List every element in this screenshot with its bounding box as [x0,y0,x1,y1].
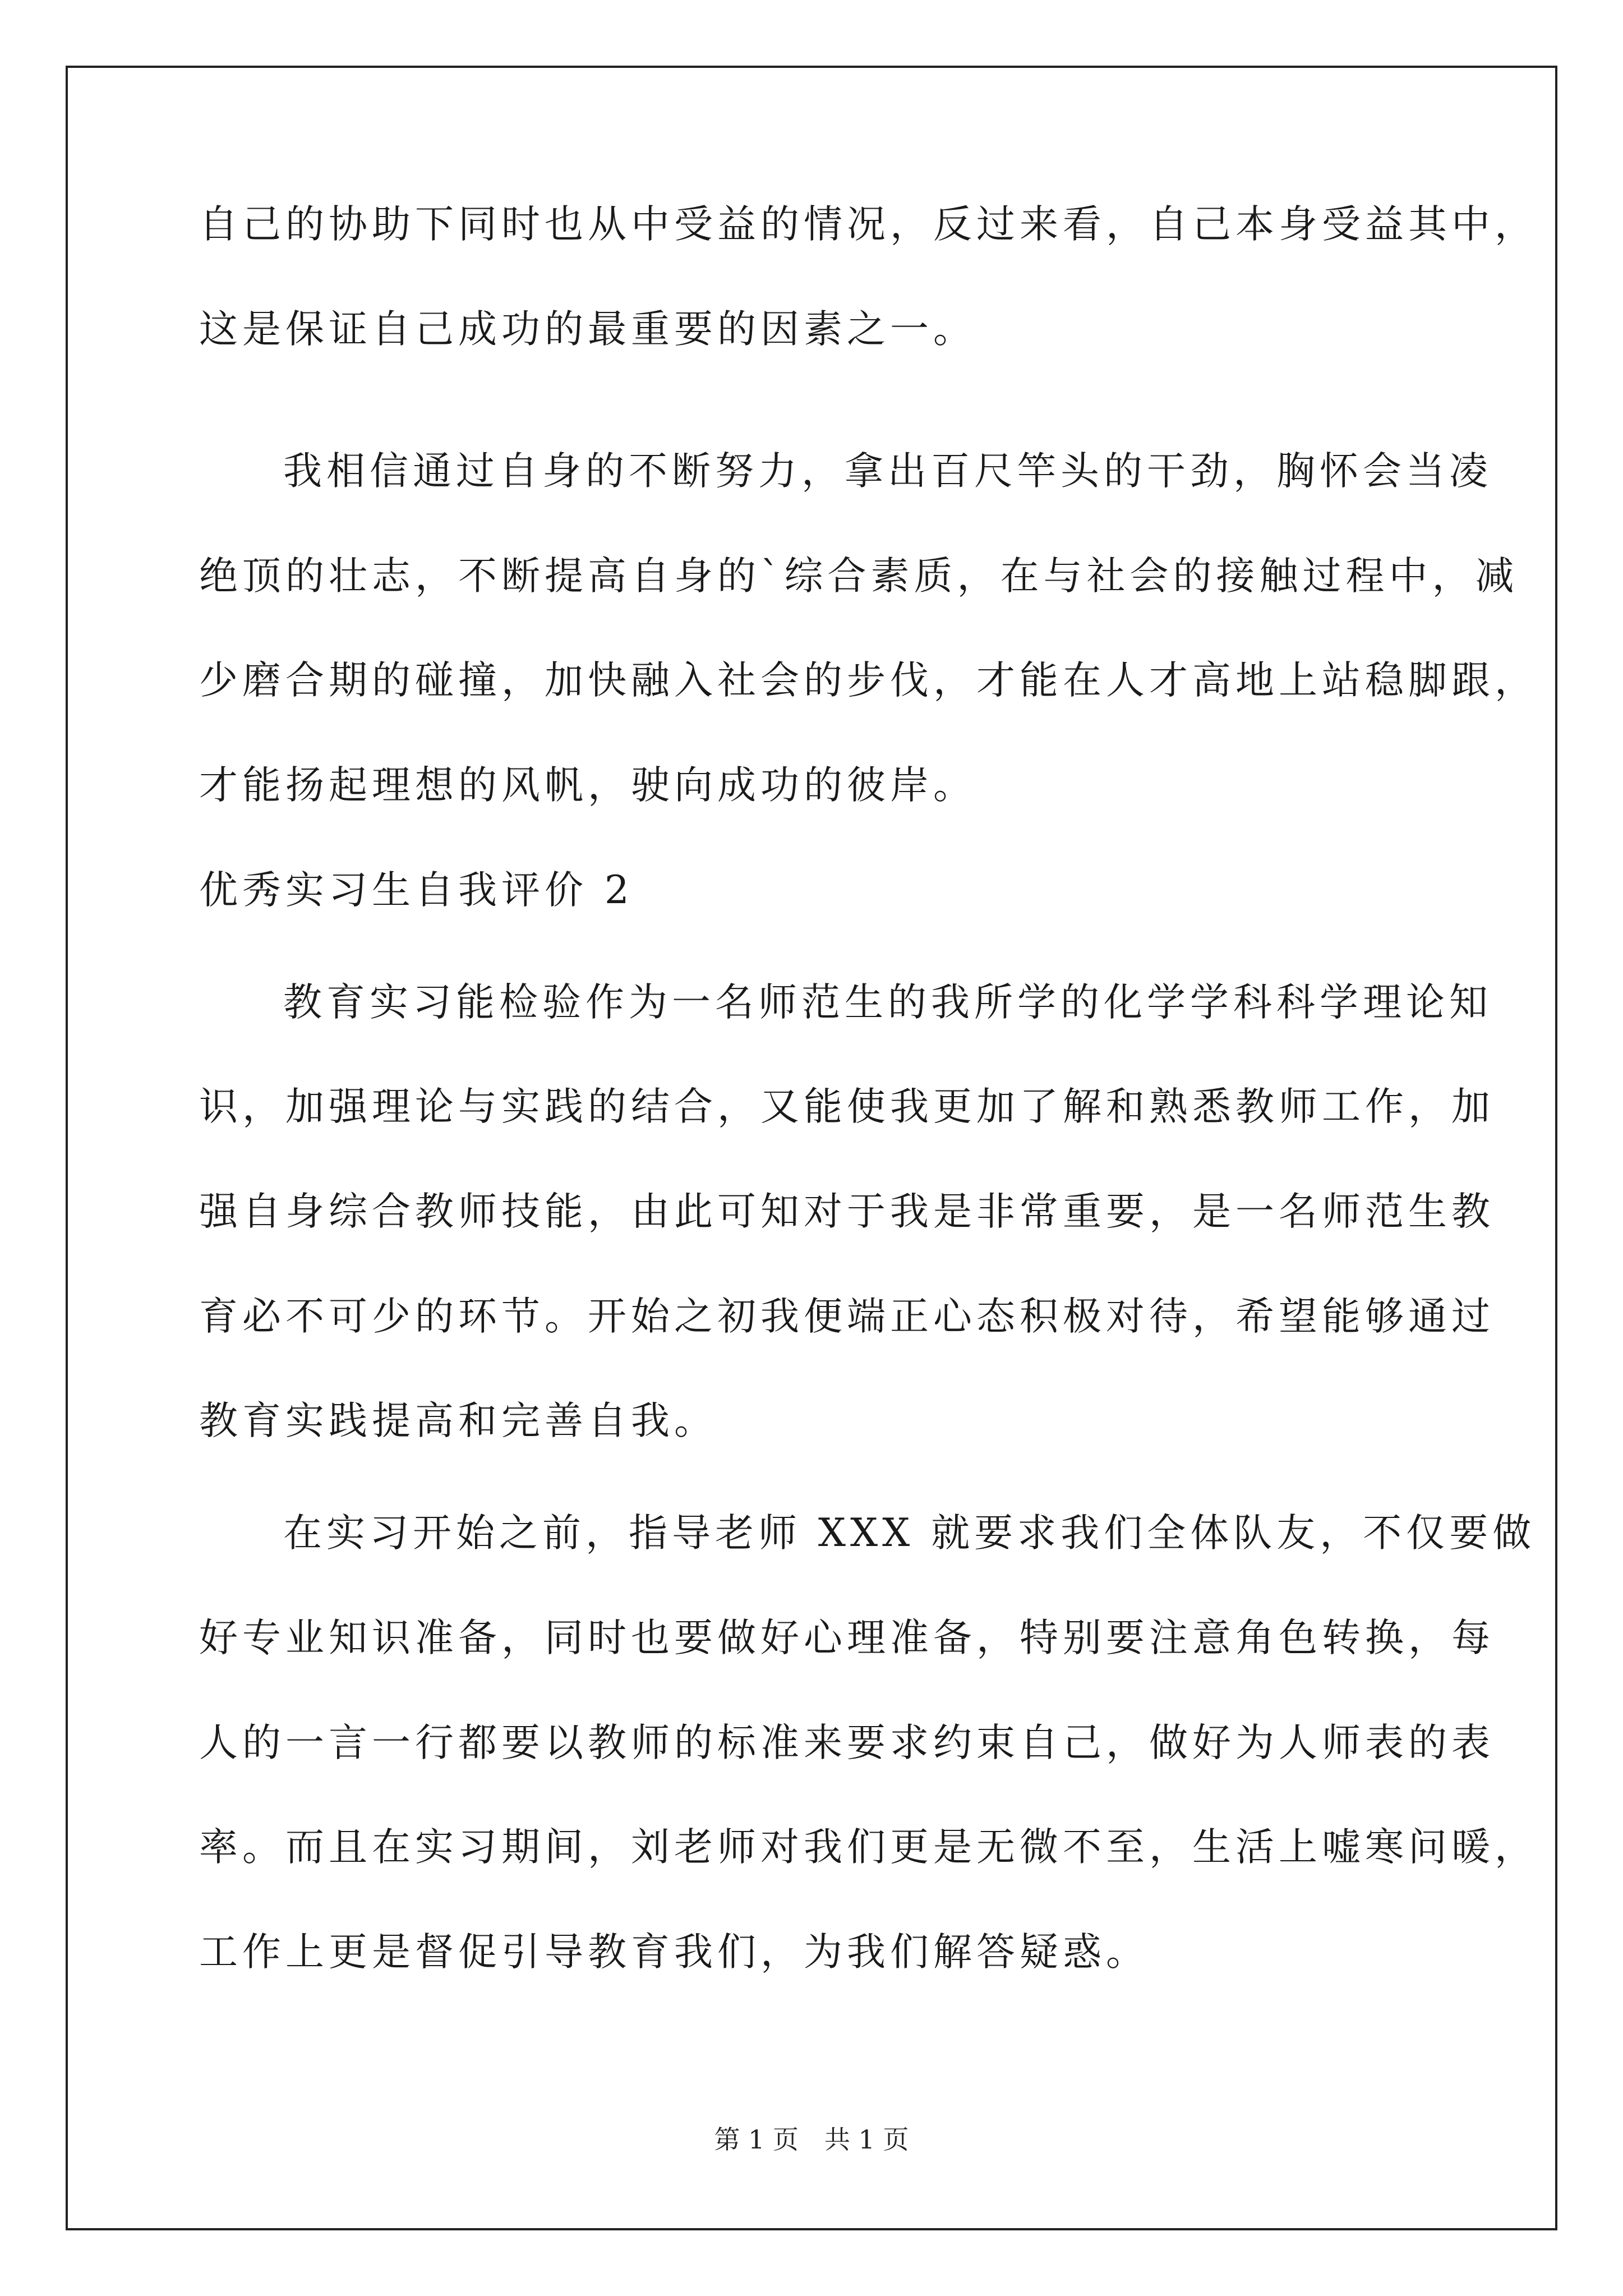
paragraph-line: 这是保证自己成功的最重要的因素之一。 [199,307,976,352]
paragraph-line: 绝顶的壮志，不断提高自身的`综合素质，在与社会的接触过程中，减 [199,554,1519,599]
paragraph-line: 强自身综合教师技能，由此可知对于我是非常重要，是一名师范生教 [199,1189,1495,1234]
paragraph-line: 教育实习能检验作为一名师范生的我所学的化学学科科学理论知 [283,980,1492,1025]
page-border [66,66,1557,2230]
page-number: 第 1 页 共 1 页 [714,2124,909,2155]
paragraph-line: 教育实践提高和完善自我。 [199,1398,717,1443]
paragraph-line: 识，加强理论与实践的结合，又能使我更加了解和熟悉教师工作，加 [199,1084,1495,1129]
paragraph-line: 率。而且在实习期间，刘老师对我们更是无微不至，生活上嘘寒问暖， [199,1825,1538,1870]
paragraph-line: 在实习开始之前，指导老师 XXX 就要求我们全体队友，不仅要做 [283,1511,1536,1556]
paragraph-line: 自己的协助下同时也从中受益的情况，反过来看，自己本身受益其中， [199,202,1538,247]
paragraph-line: 育必不可少的环节。开始之初我便端正心态积极对待，希望能够通过 [199,1294,1495,1339]
paragraph-line: 人的一言一行都要以教师的标准来要求约束自己，做好为人师表的表 [199,1720,1495,1765]
paragraph-line: 工作上更是督促引导教育我们，为我们解答疑惑。 [199,1930,1149,1975]
paragraph-line: 少磨合期的碰撞，加快融入社会的步伐，才能在人才高地上站稳脚跟， [199,658,1538,703]
section-heading: 优秀实习生自我评价 2 [199,868,634,913]
paragraph-line: 才能扬起理想的风帆，驶向成功的彼岸。 [199,763,976,808]
paragraph-line: 我相信通过自身的不断努力，拿出百尺竿头的干劲，胸怀会当凌 [283,449,1492,494]
paragraph-line: 好专业知识准备，同时也要做好心理准备，特别要注意角色转换，每 [199,1616,1495,1660]
